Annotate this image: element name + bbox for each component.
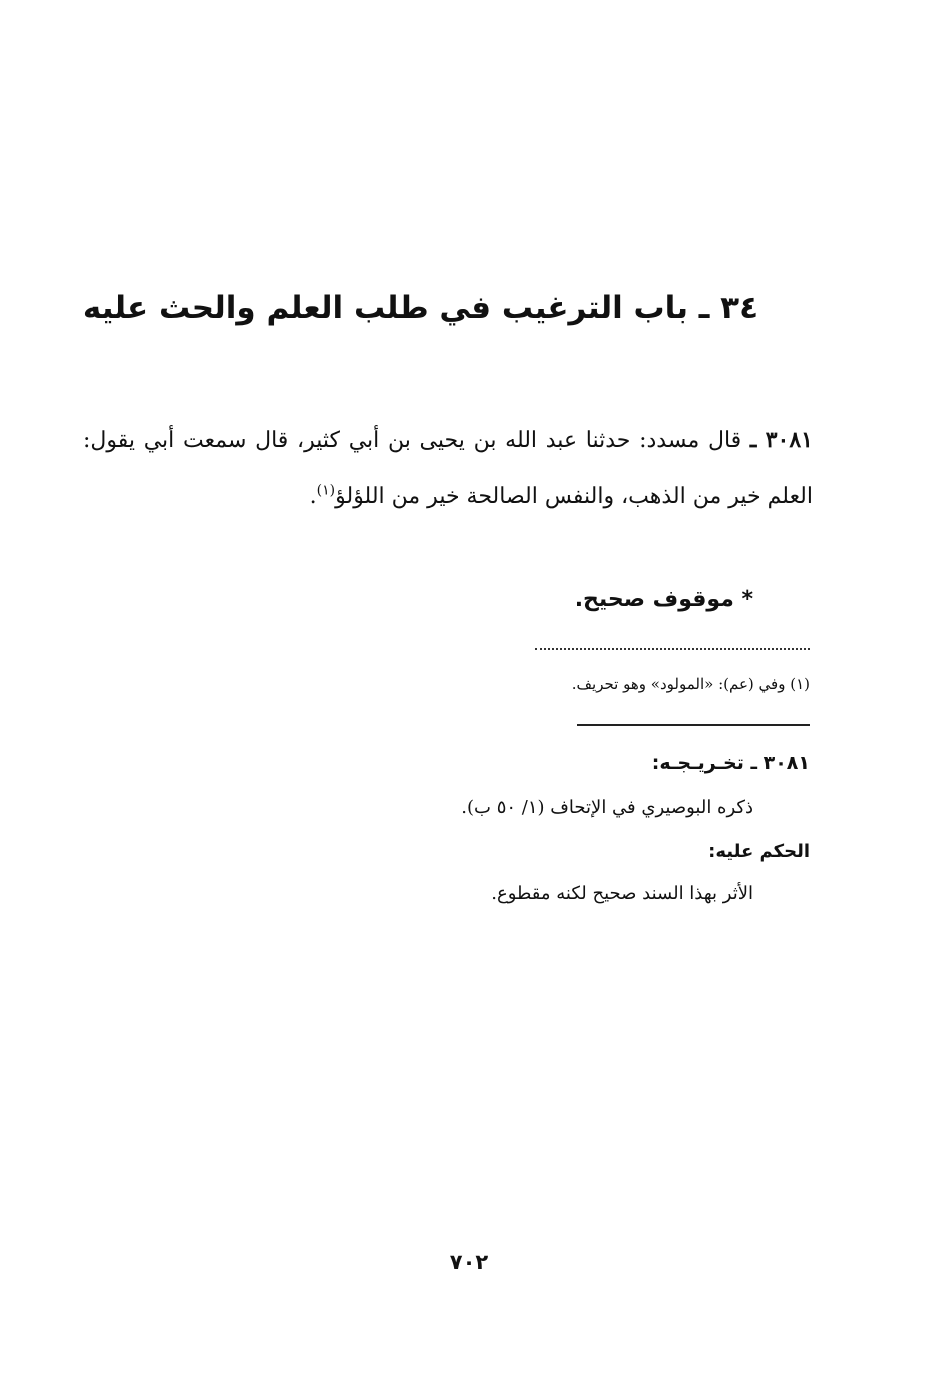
hadith-verdict: * موقوف صحيح. xyxy=(574,587,753,612)
section-divider xyxy=(577,724,810,726)
footnote-reference[interactable]: (١) xyxy=(316,482,336,499)
ruling-text: الأثر بهذا السند صحيح لكنه مقطوع. xyxy=(491,883,753,904)
hadith-end: . xyxy=(309,484,317,509)
footnote: (١) وفي (عم): «المولود» وهو تحريف. xyxy=(571,675,810,693)
ruling-heading: الحكم عليه: xyxy=(708,841,810,862)
chapter-title: ٣٤ ـ باب الترغيب في طلب العلم والحث عليه xyxy=(82,290,758,326)
footnote-separator xyxy=(535,648,810,650)
page-number: ٧٠٢ xyxy=(449,1250,489,1274)
hadith-number: ٣٠٨١ ـ xyxy=(749,427,813,453)
takhrij-text: ذكره البوصيري في الإتحاف (١/ ٥٠ ب). xyxy=(461,797,753,818)
hadith-text: قال مسدد: حدثنا عبد الله بن يحيى بن أبي كثير، قال سمعت أبي يقول: العلم خير من الذهب، والنفس الصالحة خير من اللؤلؤ xyxy=(83,428,813,509)
takhrij-heading: ٣٠٨١ ـ تخـريـجـه: xyxy=(651,752,810,774)
hadith-paragraph xyxy=(83,412,813,525)
